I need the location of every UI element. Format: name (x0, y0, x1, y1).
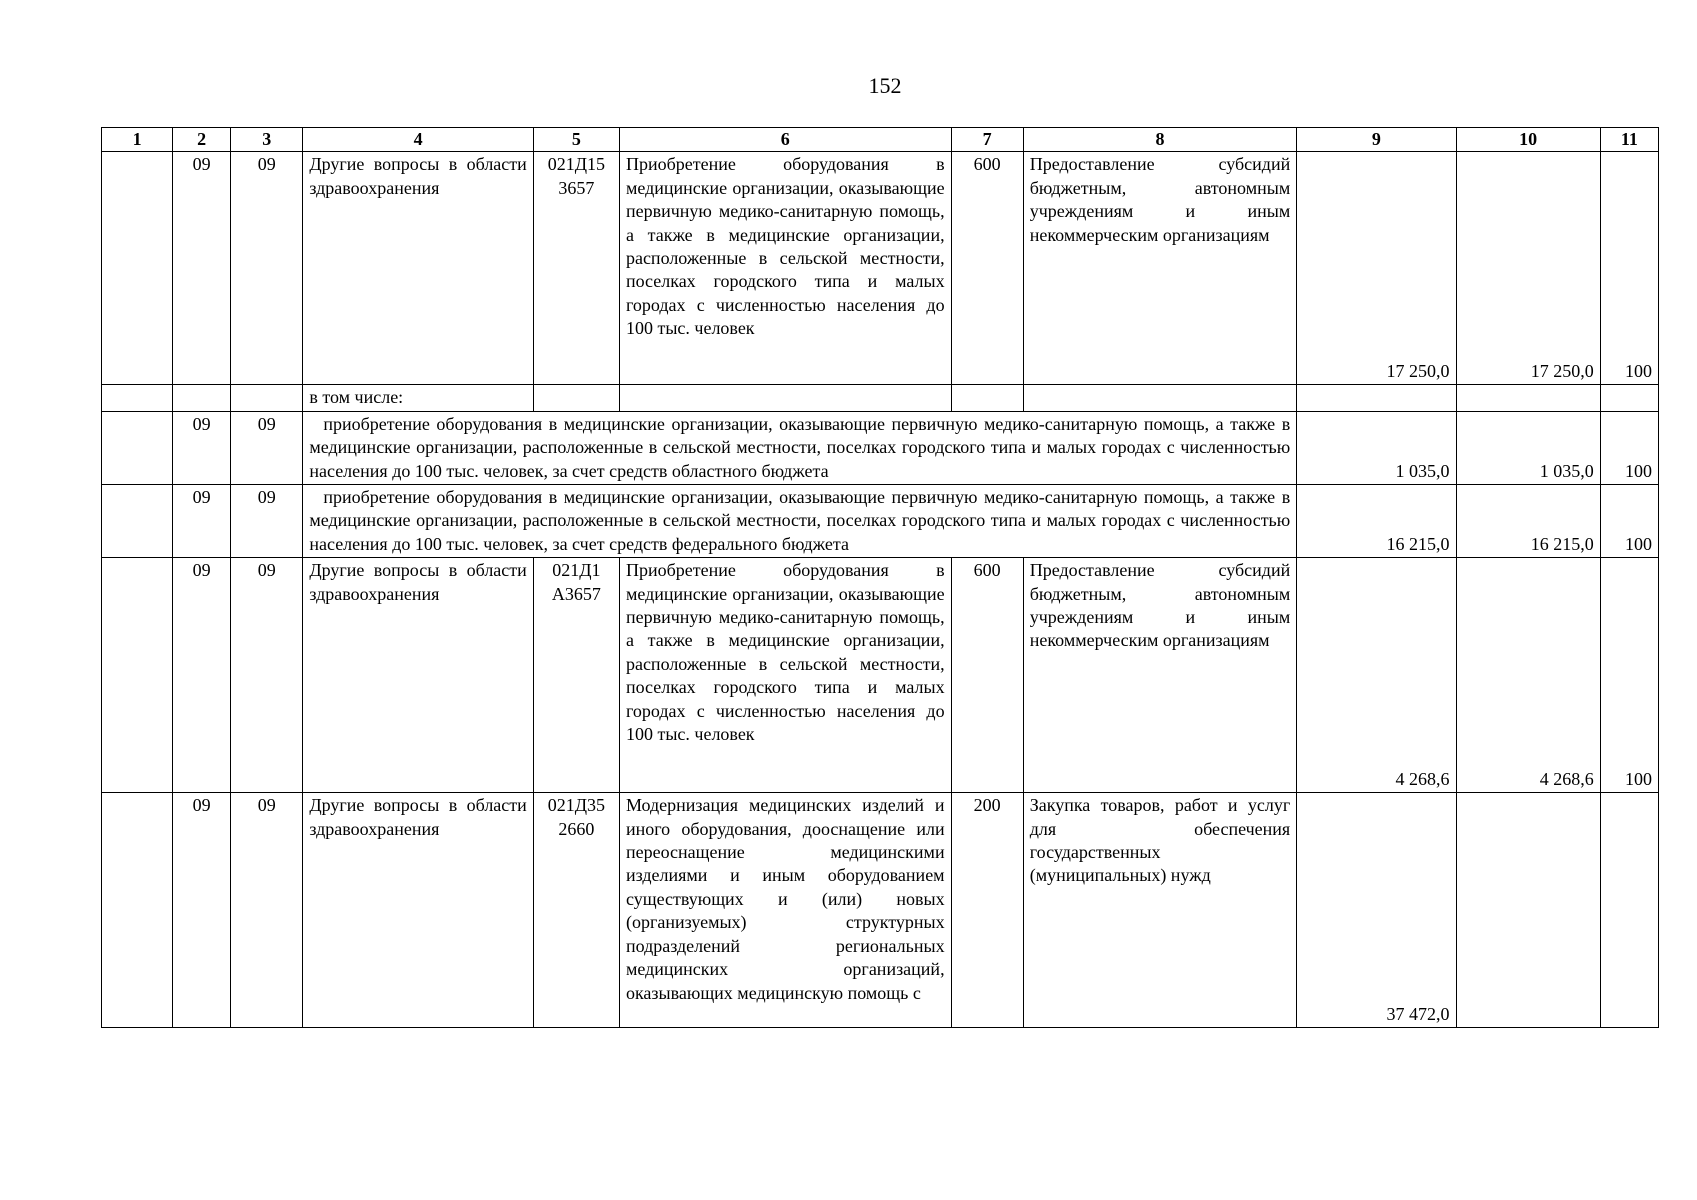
cell-expense-name: Предоставление субсидий бюджетным, автономным учреждениям и иным некоммерческим организациям (1023, 152, 1297, 385)
cell-target-name: Приобретение оборудования в медицинские организации, оказывающие первичную медико-санитарную помощь, а также в медицинские организации, расположенные в сельской местности, поселках городского типа и малых городах с численностью населения до 100 тыс. человек (619, 152, 951, 385)
cell-section: 09 (173, 411, 231, 484)
cell-subsection: 09 (231, 411, 303, 484)
col-header-11: 11 (1600, 128, 1658, 152)
col-header-9: 9 (1297, 128, 1456, 152)
cell-amount-funded: 16 215,0 (1456, 485, 1600, 558)
cell-amount (1297, 385, 1456, 411)
cell-section: 09 (173, 558, 231, 793)
col-header-10: 10 (1456, 128, 1600, 152)
cell-subsection: 09 (231, 793, 303, 1028)
cell-c1 (102, 411, 173, 484)
cell-percent: 100 (1600, 411, 1658, 484)
cell-percent: 100 (1600, 485, 1658, 558)
budget-table (101, 127, 1659, 1028)
cell-amount: 37 472,0 (1297, 793, 1456, 1028)
cell-target-code (533, 385, 619, 411)
cell-section-name: Другие вопросы в области здравоохранения (303, 558, 533, 793)
cell-subsection: 09 (231, 485, 303, 558)
col-header-6: 6 (619, 128, 951, 152)
cell-amount: 16 215,0 (1297, 485, 1456, 558)
cell-section: 09 (173, 793, 231, 1028)
cell-subsection: 09 (231, 558, 303, 793)
cell-percent (1600, 793, 1658, 1028)
cell-amount-funded (1456, 793, 1600, 1028)
cell-section-name: Другие вопросы в области здравоохранения (303, 793, 533, 1028)
cell-expense-type: 200 (951, 793, 1023, 1028)
cell-subitem-description: приобретение оборудования в медицинские организации, оказывающие первичную медико-санитарную помощь, а также в медицинские организации, расположенные в сельской местности, поселках городского типа и малых городах с численностью населения до 100 тыс. человек, за счет средств областного бюджета (303, 411, 1297, 484)
cell-section-name: Другие вопросы в области здравоохранения (303, 152, 533, 385)
cell-target-code: 021Д15 3657 (533, 152, 619, 385)
cell-percent (1600, 385, 1658, 411)
col-header-3: 3 (231, 128, 303, 152)
cell-amount: 17 250,0 (1297, 152, 1456, 385)
cell-c1 (102, 485, 173, 558)
header-row (102, 128, 1659, 152)
cell-section: 09 (173, 152, 231, 385)
table-row (102, 558, 1659, 793)
cell-amount: 1 035,0 (1297, 411, 1456, 484)
cell-expense-type: 600 (951, 558, 1023, 793)
col-header-8: 8 (1023, 128, 1297, 152)
cell-section (173, 385, 231, 411)
col-header-2: 2 (173, 128, 231, 152)
cell-percent: 100 (1600, 152, 1658, 385)
table-row (102, 152, 1659, 385)
cell-subitem-description: приобретение оборудования в медицинские организации, оказывающие первичную медико-санитарную помощь, а также в медицинские организации, расположенные в сельской местности, поселках городского типа и малых городах с численностью населения до 100 тыс. человек, за счет средств федерального бюджета (303, 485, 1297, 558)
cell-section: 09 (173, 485, 231, 558)
cell-c1 (102, 152, 173, 385)
cell-target-name: Модернизация медицинских изделий и иного оборудования, дооснащение или переоснащение медицинскими изделиями и иным оборудованием существующих и (или) новых (организуемых) структурных подразделений региональных медицинских организаций, оказывающих медицинскую помощь с (619, 793, 951, 1028)
cell-expense-name: Предоставление субсидий бюджетным, автономным учреждениям и иным некоммерческим организациям (1023, 558, 1297, 793)
col-header-1: 1 (102, 128, 173, 152)
cell-c1 (102, 558, 173, 793)
cell-target-code: 021Д1 А3657 (533, 558, 619, 793)
table-row (102, 411, 1659, 484)
cell-expense-type (951, 385, 1023, 411)
cell-target-code: 021Д35 2660 (533, 793, 619, 1028)
col-header-5: 5 (533, 128, 619, 152)
cell-target-name: Приобретение оборудования в медицинские организации, оказывающие первичную медико-санитарную помощь, а также в медицинские организации, расположенные в сельской местности, поселках городского типа и малых городах с численностью населения до 100 тыс. человек (619, 558, 951, 793)
cell-expense-type: 600 (951, 152, 1023, 385)
cell-c1 (102, 793, 173, 1028)
cell-percent: 100 (1600, 558, 1658, 793)
cell-amount-funded (1456, 385, 1600, 411)
cell-amount-funded: 17 250,0 (1456, 152, 1600, 385)
cell-c1 (102, 385, 173, 411)
cell-amount-funded: 1 035,0 (1456, 411, 1600, 484)
cell-target-name (619, 385, 951, 411)
page-number: 152 (868, 73, 902, 98)
cell-subsection (231, 385, 303, 411)
col-header-4: 4 (303, 128, 533, 152)
cell-expense-name: Закупка товаров, работ и услуг для обеспечения государственных (муниципальных) нужд (1023, 793, 1297, 1028)
table-row (102, 485, 1659, 558)
cell-section-name: в том числе: (303, 385, 533, 411)
table-row (102, 793, 1659, 1028)
cell-amount: 4 268,6 (1297, 558, 1456, 793)
col-header-7: 7 (951, 128, 1023, 152)
table-row (102, 385, 1659, 411)
cell-expense-name (1023, 385, 1297, 411)
cell-amount-funded: 4 268,6 (1456, 558, 1600, 793)
cell-subsection: 09 (231, 152, 303, 385)
